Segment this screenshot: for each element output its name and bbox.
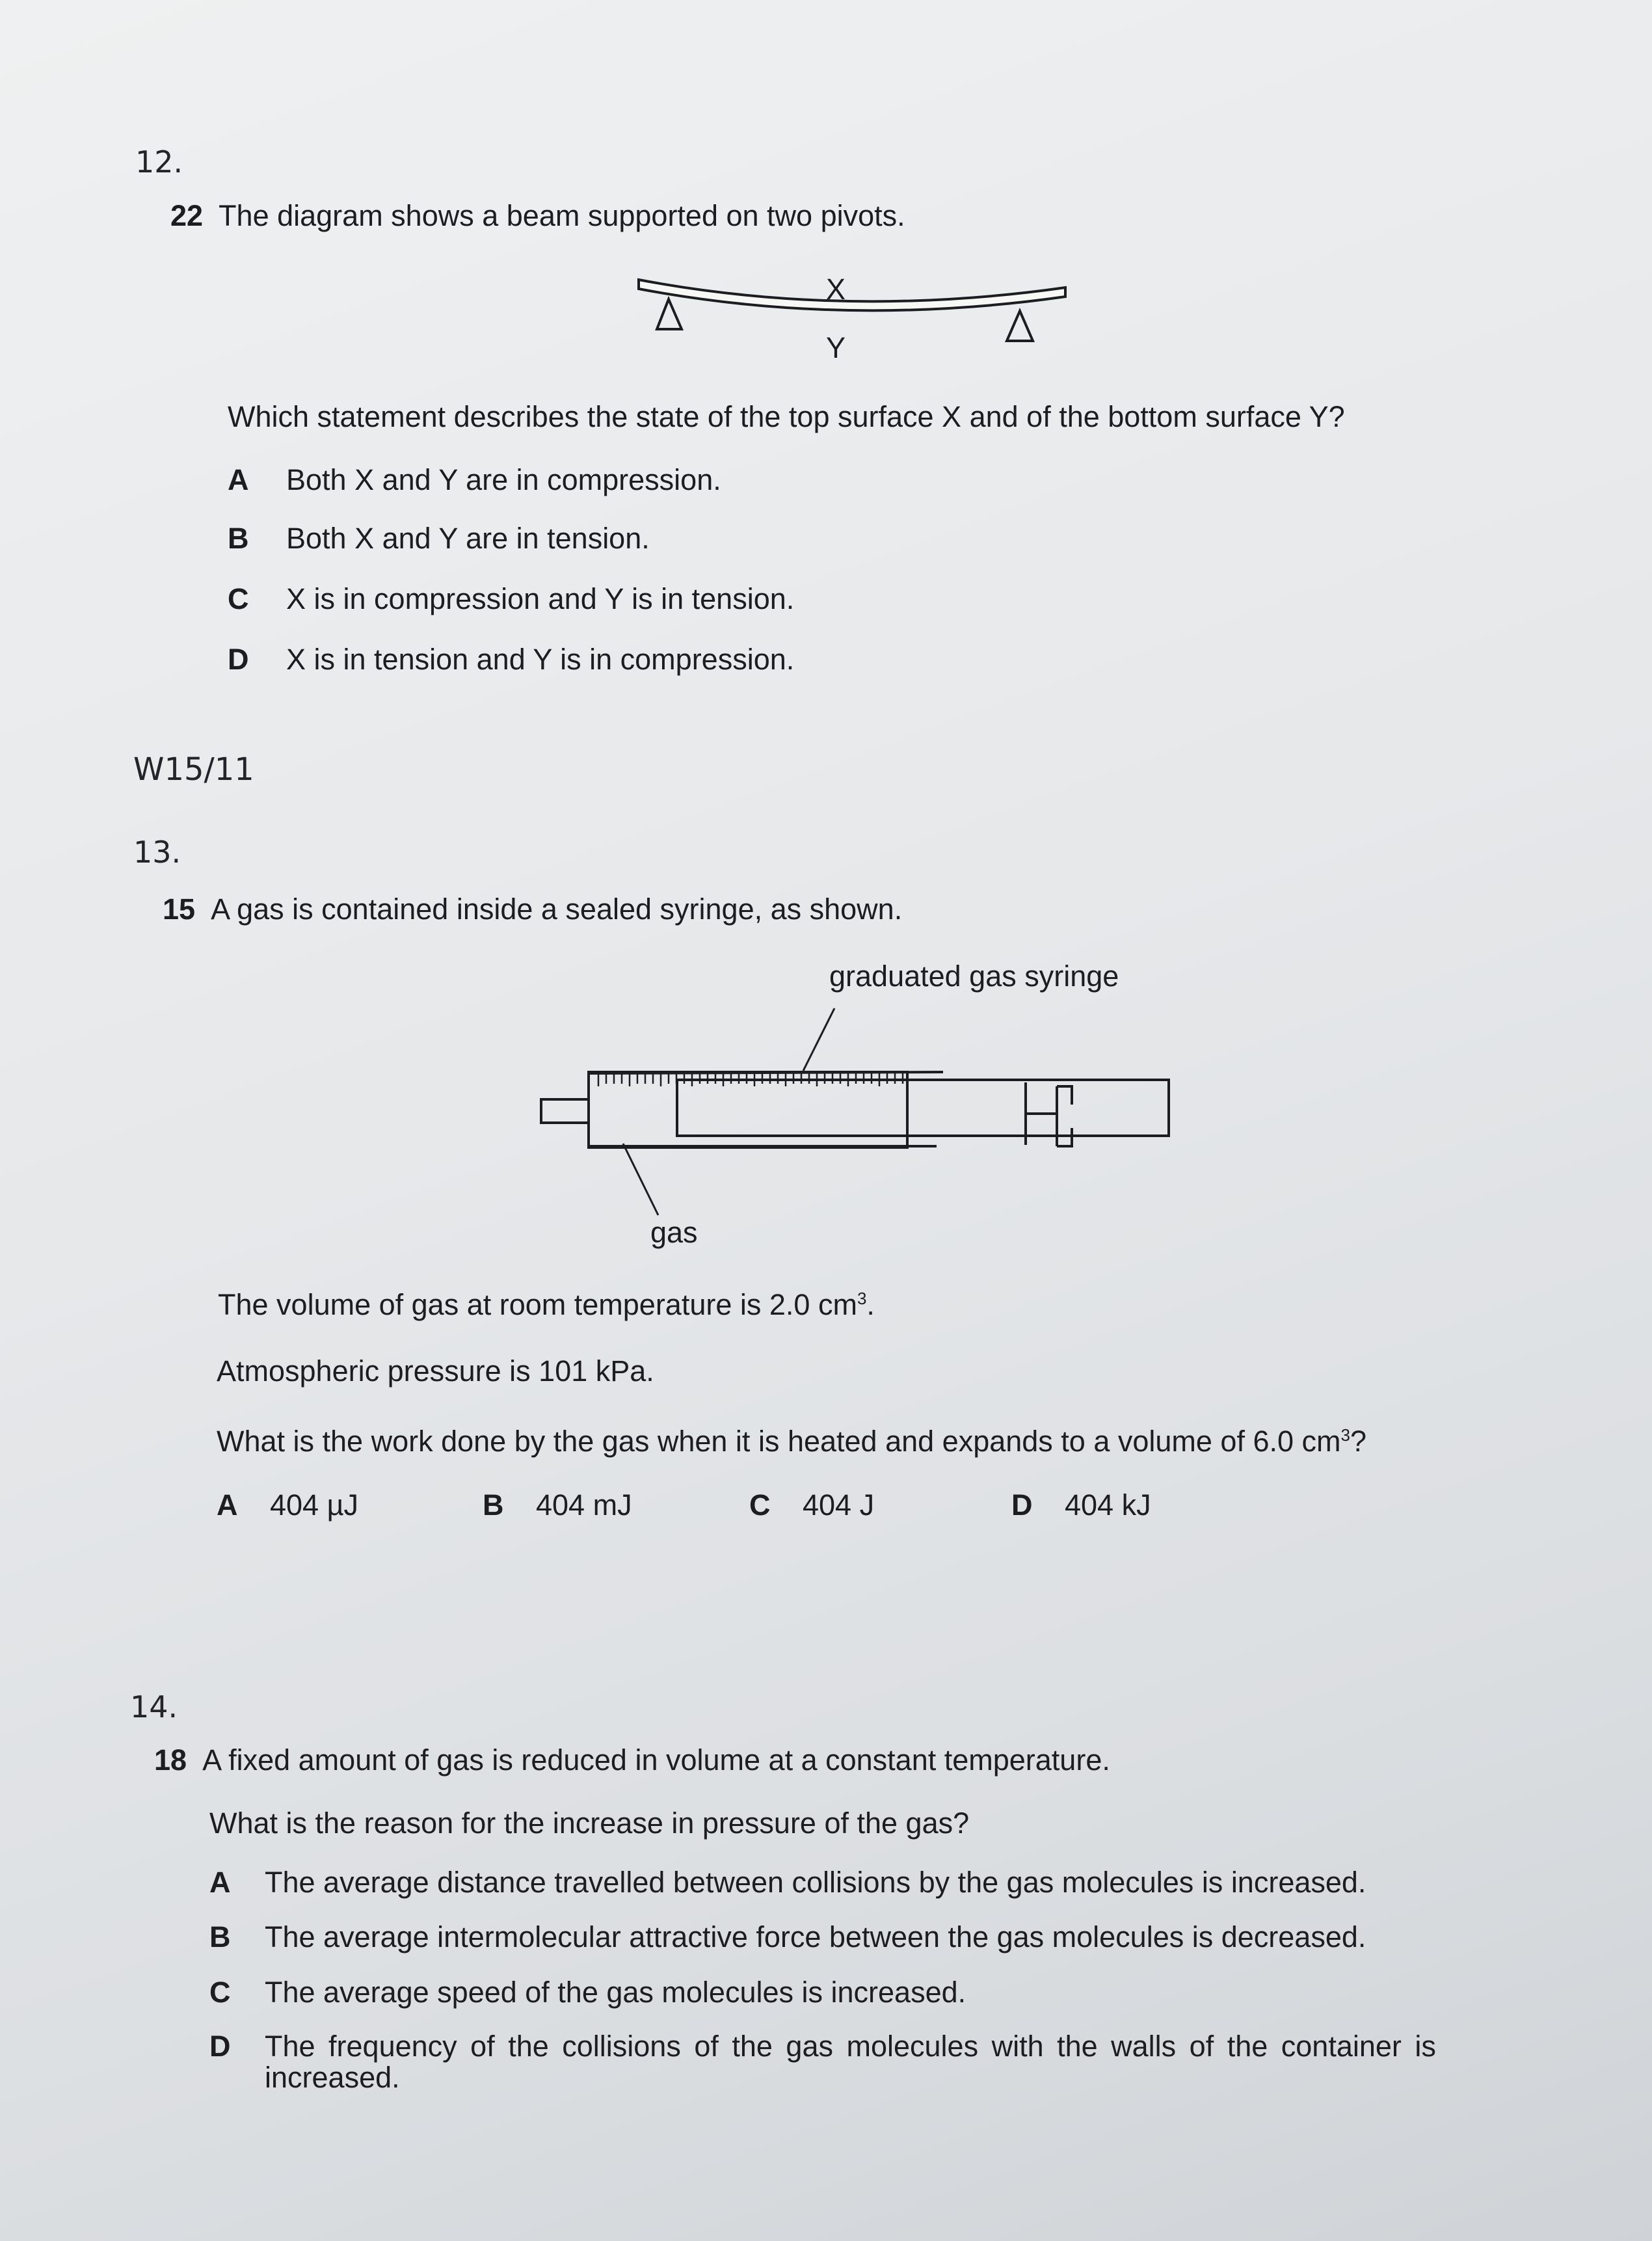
q12-stem-text: The diagram shows a beam supported on two pivots.: [219, 199, 905, 232]
gas-label: gas: [650, 1216, 698, 1249]
question-text: What is the work done by the gas when it is heated and expands to a volume of 6.0 cm: [217, 1425, 1341, 1458]
option-text: 404 kJ: [1065, 1488, 1151, 1522]
option-letter: A: [228, 463, 249, 496]
option-text: The average intermolecular attractive force between the gas molecules is decreased.: [265, 1920, 1366, 1953]
option-text: 404 mJ: [536, 1488, 632, 1522]
paper-code: W15/11: [133, 751, 254, 788]
option-text: Both X and Y are in tension.: [286, 522, 650, 555]
q13-paper-number: 15: [163, 892, 196, 926]
q13-stem-text: A gas is contained inside a sealed syringe, as shown.: [211, 892, 903, 926]
pivot-right: [1007, 311, 1033, 341]
q14-option-b: [209, 1920, 1366, 1954]
volume-superscript: 3: [857, 1289, 867, 1308]
q14-option-c: [209, 1976, 966, 2009]
q13-option-b: [483, 1488, 632, 1522]
q13-option-d: [1011, 1488, 1151, 1522]
q12-option-c: [228, 582, 794, 616]
syringe-diagram: [533, 956, 1158, 1255]
volume-text: The volume of gas at room temperature is 2.0 cm: [218, 1288, 857, 1321]
gas-leader: [623, 1144, 658, 1215]
q12-stem: [170, 199, 905, 233]
pivot-left: [657, 299, 682, 329]
question-superscript: 3: [1340, 1425, 1350, 1445]
q12-question: Which statement describes the state of the top surface X and of the bottom surface Y?: [228, 400, 1345, 433]
volume-end: .: [866, 1288, 875, 1321]
q13-volume-line: [218, 1288, 875, 1322]
q12-option-a: [228, 463, 721, 497]
q13-option-a: [217, 1488, 358, 1522]
option-letter: C: [749, 1488, 771, 1522]
option-text: X is in tension and Y is in compression.: [286, 643, 795, 676]
option-letter: B: [483, 1488, 504, 1522]
q12-option-d: [228, 643, 794, 677]
item-number-13: 13.: [133, 835, 181, 870]
label-y: Y: [826, 331, 846, 364]
option-letter: A: [209, 1866, 231, 1899]
q14-option-a: [209, 1866, 1366, 1899]
option-letter: A: [217, 1488, 238, 1522]
option-letter: D: [228, 643, 249, 676]
item-number-12: 12.: [135, 144, 183, 180]
option-letter: C: [228, 582, 249, 615]
option-letter: D: [209, 2030, 231, 2063]
q13-option-c: [749, 1488, 874, 1522]
option-letter: B: [228, 522, 249, 555]
option-letter: B: [209, 1920, 231, 1953]
syringe-nozzle: [541, 1099, 589, 1123]
q14-question: What is the reason for the increase in pressure of the gas?: [209, 1806, 970, 1840]
q14-paper-number: 18: [154, 1743, 187, 1777]
beam-diagram: [631, 267, 1086, 364]
syringe-leader: [803, 1008, 834, 1071]
option-text: X is in compression and Y is in tension.: [286, 582, 795, 615]
q14-option-d-continuation: increased.: [265, 2061, 400, 2094]
q14-option-d: [209, 2030, 1436, 2063]
q13-pressure-line: Atmospheric pressure is 101 kPa.: [217, 1354, 654, 1388]
option-letter: C: [209, 1976, 231, 2009]
option-text: 404 J: [803, 1488, 875, 1522]
q13-question: [217, 1425, 1366, 1458]
item-number-14: 14.: [130, 1689, 178, 1724]
option-text: Both X and Y are in compression.: [286, 463, 721, 496]
option-text: The average speed of the gas molecules is increased.: [265, 1976, 966, 2009]
q14-stem-text: A fixed amount of gas is reduced in volume at a constant temperature.: [202, 1743, 1110, 1777]
option-text: The frequency of the collisions of the gas molecules with the walls of the container is: [265, 2030, 1436, 2063]
q12-option-b: [228, 522, 650, 556]
beam: [639, 280, 1065, 310]
option-text: 404 µJ: [270, 1488, 359, 1522]
q12-paper-number: 22: [170, 199, 204, 232]
syringe-label: graduated gas syringe: [829, 959, 1119, 993]
label-x: X: [826, 273, 846, 306]
q13-stem: [163, 892, 902, 926]
option-letter: D: [1011, 1488, 1033, 1522]
question-end: ?: [1350, 1425, 1367, 1458]
q14-stem: [154, 1743, 1110, 1777]
option-text: The average distance travelled between collisions by the gas molecules is increased.: [265, 1866, 1366, 1899]
